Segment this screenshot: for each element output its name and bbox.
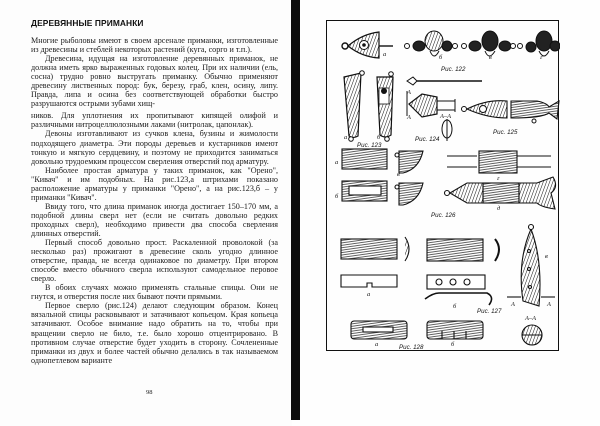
paragraph: Древесина, идущая на изготовление деревянных приманок, не должна иметь ярко выраженных годовых колец. При их наличии (ель, сосна) трудно ровно выстругать приманку. Обычно применяют древесину лиственных пород: бук, березу, граб, клен, осину, липу. Правда, липа и осина без соответствующей обработки быстро разрушаются острыми зубами хищ- bbox=[31, 54, 278, 109]
fig127-marker-right: А bbox=[547, 301, 551, 308]
fig123-label-a: а bbox=[344, 134, 348, 141]
fig126-blanks-icon bbox=[342, 149, 556, 209]
paragraph: Наиболее простая арматура у таких приманок, как "Орено", "Кивач" и им подобных. На рис.123,а штрихами показано расположение арматуры у приманки "Орено", а на рис.123,б – у приманки "Кивач". bbox=[31, 165, 278, 202]
page-number: 98 bbox=[146, 389, 153, 396]
fig125-fish-icon bbox=[462, 101, 560, 123]
fig126-label-b: б bbox=[335, 193, 339, 200]
fig122-label-g: г bbox=[540, 54, 543, 61]
fig128-sections-icon bbox=[351, 321, 483, 339]
paragraph: ников. Для уплотнения их пропитывают кипящей олифой и различными нитроцеллюлозными лаками (нитролак, цапонлак). bbox=[31, 111, 278, 130]
fig126-label-a: а bbox=[335, 159, 339, 166]
fig124-section: А–А bbox=[440, 113, 452, 120]
paragraph: Многие рыболовы имеют в своем арсенале приманки, изготовленные из древесины и стеблей некоторых растений (куга, сорго и т.п.). bbox=[31, 36, 278, 55]
fig123-caption: Рис. 123 bbox=[357, 142, 382, 149]
fig122-beads-icon bbox=[405, 31, 561, 56]
paragraph: Первое сверло (рис.124) делают следующим образом. Конец вязальной спицы расковывают и затачивают копьецом. Края копьеца затачивают. Особое внимание надо обратить на то, чтобы при вращении сверло не било, т.е. было хорошо отцентрировано. В противном случае отверстие будет уходить в сторону. Сочлененные приманки из двух и более частей обычно делались в так называемом однопетлевом варианте bbox=[31, 301, 278, 365]
book-spine bbox=[291, 0, 300, 420]
fig127-label-b: б bbox=[453, 303, 457, 310]
figure-frame bbox=[326, 20, 559, 351]
fig122-label-a: а bbox=[383, 51, 387, 58]
fig126-label-g: г bbox=[497, 175, 500, 182]
right-page bbox=[300, 0, 600, 426]
fig128-caption: Рис. 128 bbox=[399, 344, 424, 351]
fig128-label-b: б bbox=[451, 341, 455, 348]
paragraph: Ввиду того, что длина приманок иногда достигает 150–170 мм, а подобной длины сверл нет (если не считать довольно редких проходных сверл), необходимо привести два способа сверления длинных отверстий. bbox=[31, 201, 278, 238]
fig124-caption: Рис. 124 bbox=[415, 136, 440, 143]
fig122-label-v: в bbox=[489, 54, 492, 61]
fig127-marker-left: А bbox=[511, 301, 515, 308]
fig127-caption: Рис. 127 bbox=[477, 308, 502, 315]
section-title: ДЕРЕВЯННЫЕ ПРИМАНКИ bbox=[31, 18, 144, 28]
fig126-caption: Рис. 126 bbox=[431, 212, 456, 219]
fig124-marker-bottom: А bbox=[407, 114, 411, 121]
fig122-caption: Рис. 122 bbox=[441, 66, 466, 73]
fig124-marker-top: А bbox=[407, 89, 411, 96]
fig123-label-b: б bbox=[377, 134, 381, 141]
fig126-label-v: в bbox=[397, 171, 400, 178]
fig126-label-d: д bbox=[497, 205, 501, 212]
paragraph: В обоих случаях можно применять стальные спицы. Они не гнутся, и отверстия после них бывают почти прямыми. bbox=[31, 283, 278, 302]
paragraph: Девоны изготавливают из сучков клена, бузины и жимолости подходящего диаметра. Эти породы деревьев и кустарников имеют тонкую и мягкую сердцевину, и поэтому не приходится заниматься довольно трудоемким процессом сверления отверстий под арматуру. bbox=[31, 129, 278, 166]
fig128-label-a: а bbox=[375, 341, 379, 348]
body-text bbox=[31, 36, 278, 365]
fig127-section: А–А bbox=[525, 315, 537, 322]
fig123-lures-icon bbox=[344, 71, 393, 142]
fig125-caption: Рис. 125 bbox=[493, 129, 518, 136]
left-page bbox=[0, 0, 292, 426]
fig127-label-a: а bbox=[367, 291, 371, 298]
fig127-label-v: в bbox=[545, 253, 548, 260]
fig122-label-b: б bbox=[439, 54, 443, 61]
paragraph: Первый способ довольно прост. Раскаленной проволокой (за несколько раз) прожигают в древесине сколь угодно длинное отверстие, правда, не всегда одинаковое по диаметру. При втором способе вместо обычного сверла используют самодельное перовое сверло. bbox=[31, 238, 278, 284]
